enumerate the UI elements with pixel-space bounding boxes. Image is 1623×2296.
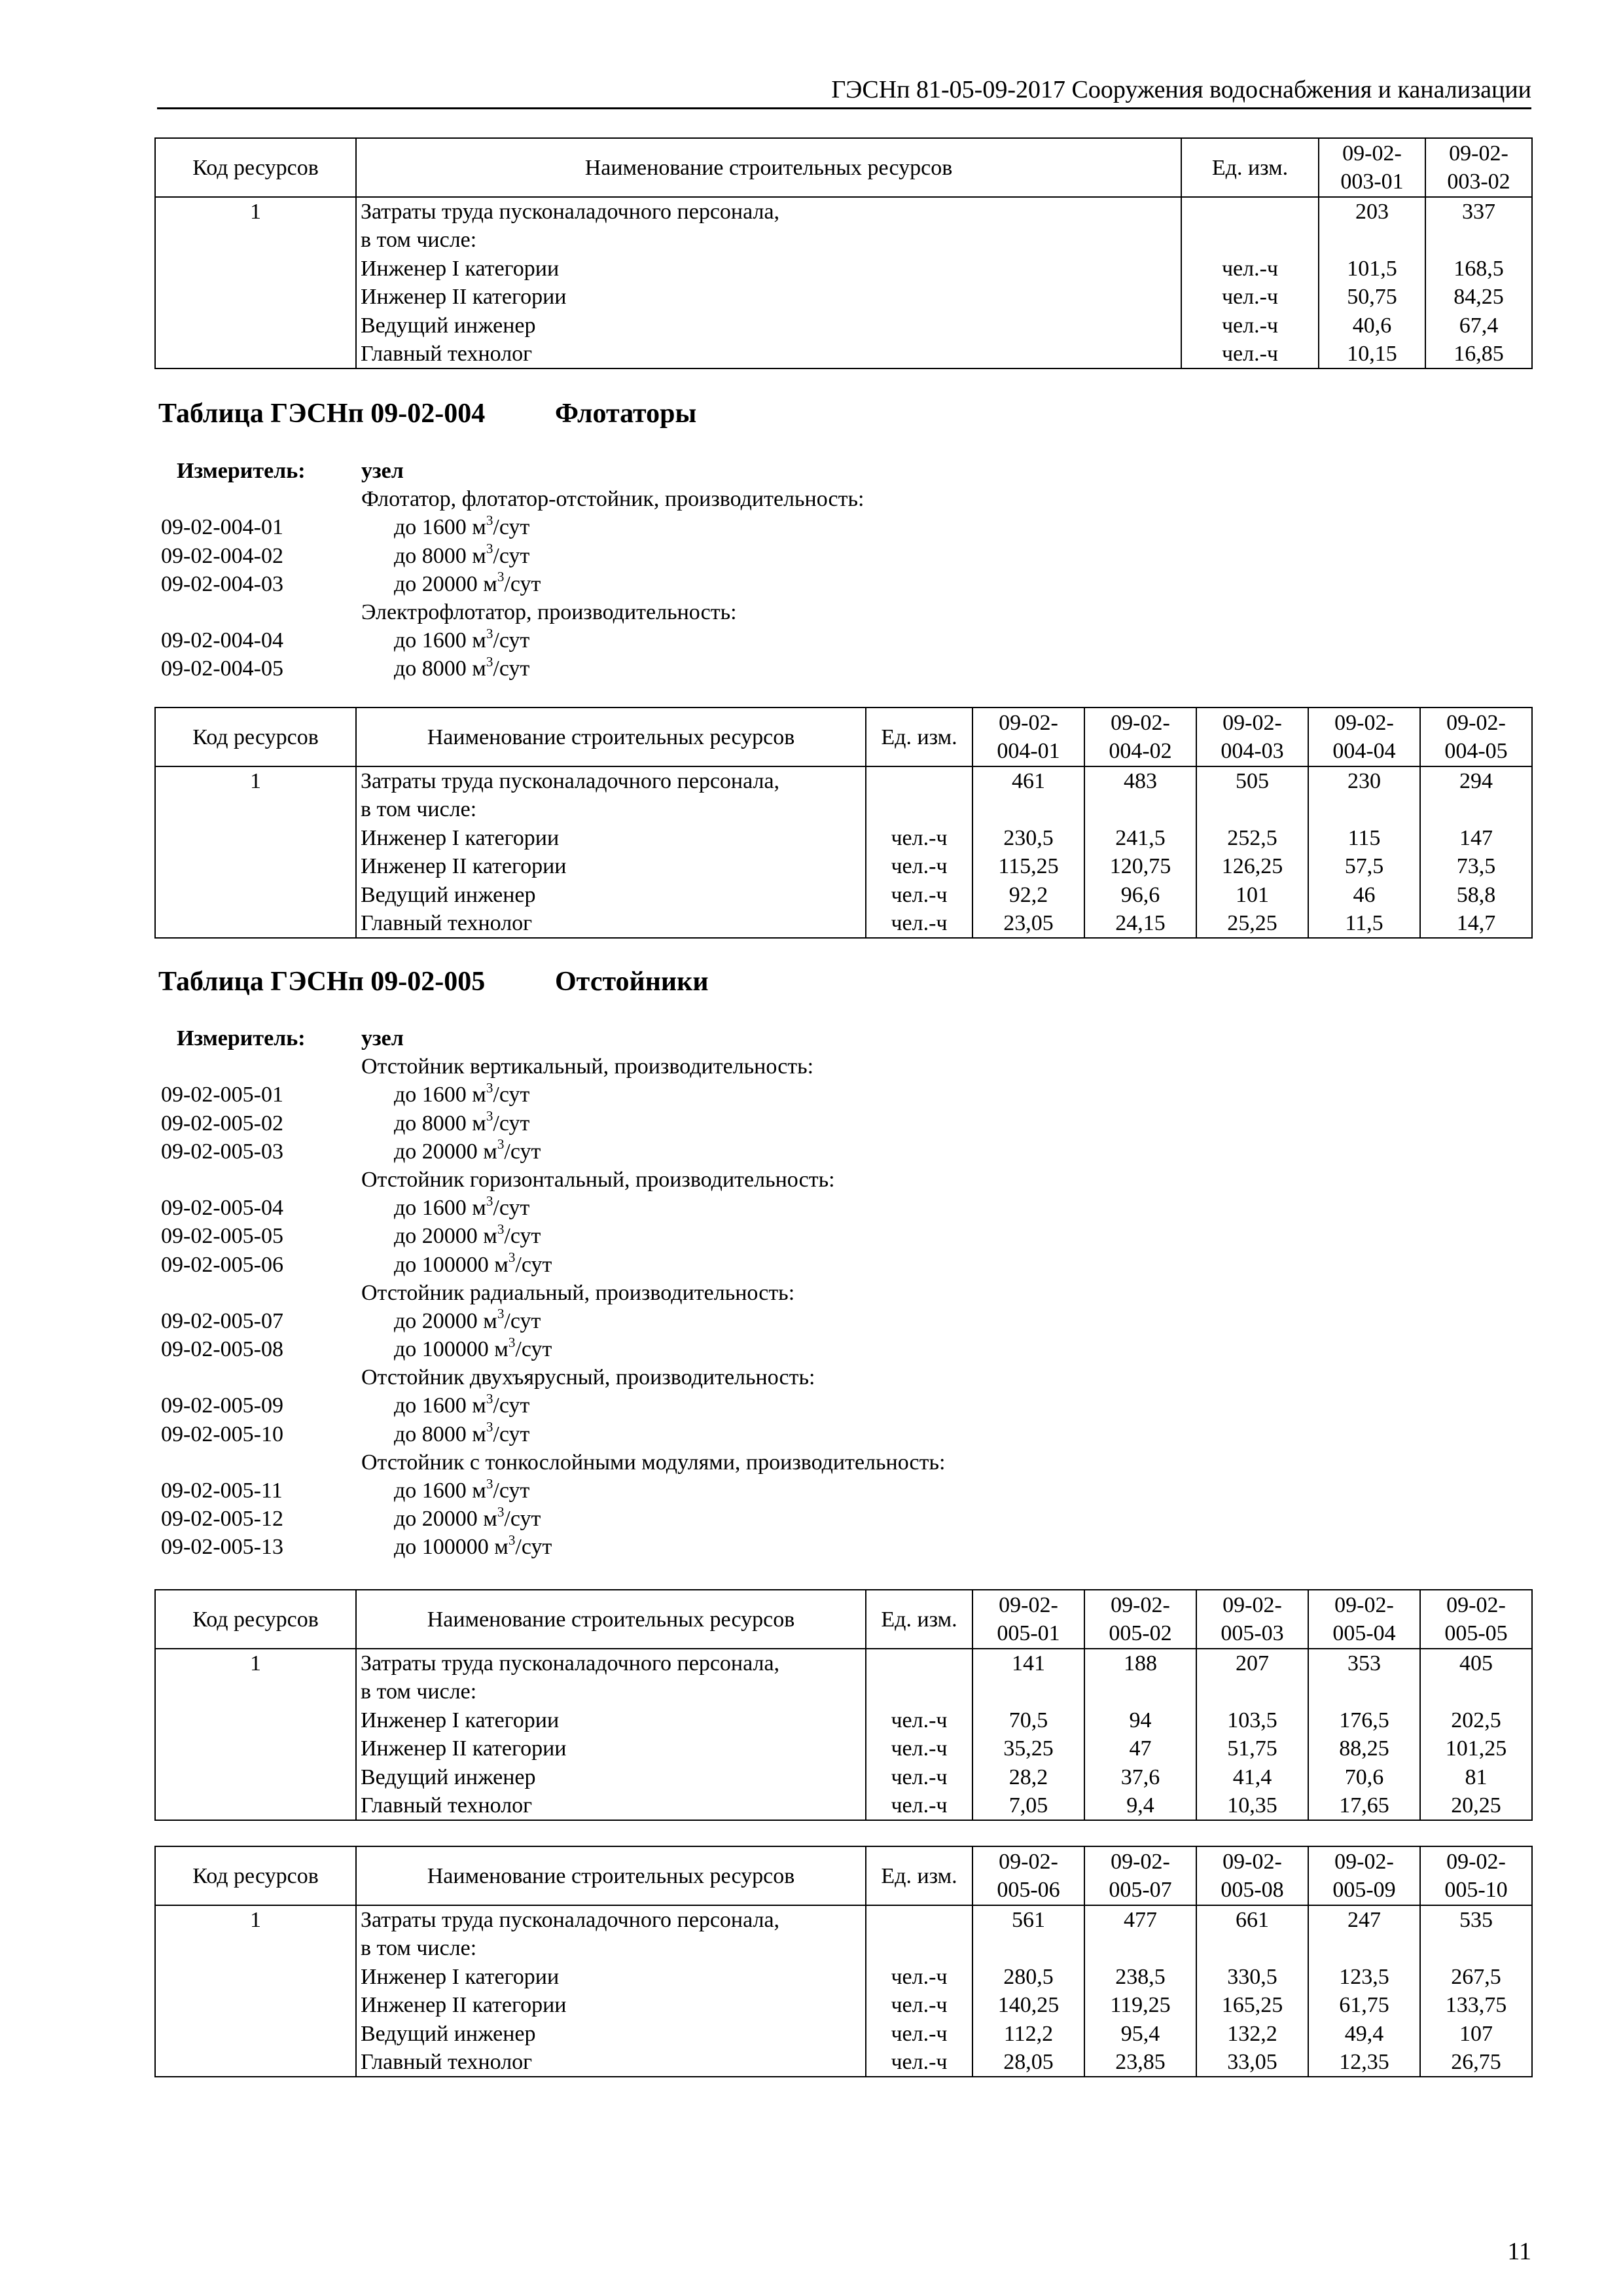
cell: 535 <box>1420 1905 1532 1934</box>
row-label-eng2: Инженер II категории <box>356 852 866 880</box>
row-label-eng1: Инженер I категории <box>356 1963 866 1991</box>
row-label-incl: в том числе: <box>356 1934 866 1962</box>
header-col-005-02: 09-02- 005-02 <box>1084 1590 1196 1649</box>
section-title-005: Таблица ГЭСНп 09-02-005 Отстойники <box>158 967 709 997</box>
cell: 477 <box>1084 1905 1196 1934</box>
header-col-005-06: 09-02- 005-06 <box>972 1846 1084 1905</box>
header-unit: Ед. изм. <box>866 1846 972 1905</box>
cell: 7,05 <box>972 1791 1084 1820</box>
cell: 126,25 <box>1196 852 1308 880</box>
cell: 238,5 <box>1084 1963 1196 1991</box>
unit-cell: чел.-ч <box>866 1991 972 2019</box>
meter-label: Измеритель: <box>177 1026 306 1050</box>
resource-table-005-a <box>154 1589 1533 1821</box>
cell: 10,15 <box>1319 340 1425 368</box>
cell: 11,5 <box>1308 909 1420 938</box>
cell: 67,4 <box>1425 312 1532 340</box>
cell: 252,5 <box>1196 824 1308 852</box>
unit-cell: чел.-ч <box>866 881 972 909</box>
cell: 28,2 <box>972 1763 1084 1791</box>
resource-code: 1 <box>155 1905 356 1934</box>
row-label-incl: в том числе: <box>356 795 866 823</box>
row-label-incl: в том числе: <box>356 226 1181 254</box>
cell: 176,5 <box>1308 1706 1420 1734</box>
cell: 241,5 <box>1084 824 1196 852</box>
cell: 96,6 <box>1084 881 1196 909</box>
row-label-total: Затраты труда пусконаладочного персонала, <box>356 1649 866 1677</box>
header-name: Наименование строительных ресурсов <box>356 1846 866 1905</box>
meter-unit: узел <box>361 459 404 483</box>
cell: 28,05 <box>972 2048 1084 2077</box>
group-header: Электрофлотатор, производительность: <box>361 600 737 624</box>
running-header: ГЭСНп 81-05-09-2017 Сооружения водоснабжения и канализации <box>157 73 1531 109</box>
cell: 58,8 <box>1420 881 1532 909</box>
meter-unit: узел <box>361 1026 404 1050</box>
row-label-lead: Ведущий инженер <box>356 1763 866 1791</box>
cell: 25,25 <box>1196 909 1308 938</box>
unit-cell: чел.-ч <box>1181 283 1319 311</box>
cell: 12,35 <box>1308 2048 1420 2077</box>
group-header: Отстойник с тонкослойными модулями, производительность: <box>361 1450 946 1475</box>
meter-label: Измеритель: <box>177 459 306 483</box>
group-header: Отстойник вертикальный, производительность: <box>361 1054 814 1079</box>
cell: 561 <box>972 1905 1084 1934</box>
cell: 46 <box>1308 881 1420 909</box>
group-header: Флотатор, флотатор-отстойник, производительность: <box>361 487 865 512</box>
cell: 112,2 <box>972 2020 1084 2048</box>
cell: 57,5 <box>1308 852 1420 880</box>
header-col-003-02: 09-02- 003-02 <box>1425 138 1532 197</box>
cell: 47 <box>1084 1734 1196 1763</box>
unit-cell: чел.-ч <box>866 1791 972 1820</box>
header-col-005-09: 09-02- 005-09 <box>1308 1846 1420 1905</box>
cell: 10,35 <box>1196 1791 1308 1820</box>
header-unit: Ед. изм. <box>866 1590 972 1649</box>
cell: 49,4 <box>1308 2020 1420 2048</box>
header-col-004-04: 09-02- 004-04 <box>1308 708 1420 766</box>
unit-cell: чел.-ч <box>866 852 972 880</box>
unit-cell: чел.-ч <box>866 824 972 852</box>
header-code: Код ресурсов <box>155 1846 356 1905</box>
row-label-chief: Главный технолог <box>356 1791 866 1820</box>
unit-cell: чел.-ч <box>866 2048 972 2077</box>
cell: 330,5 <box>1196 1963 1308 1991</box>
header-col-005-07: 09-02- 005-07 <box>1084 1846 1196 1905</box>
cell: 267,5 <box>1420 1963 1532 1991</box>
header-name: Наименование строительных ресурсов <box>356 1590 866 1649</box>
unit-cell: чел.-ч <box>866 1963 972 1991</box>
header-col-005-04: 09-02- 005-04 <box>1308 1590 1420 1649</box>
cell: 95,4 <box>1084 2020 1196 2048</box>
resource-code: 1 <box>155 766 356 795</box>
cell: 14,7 <box>1420 909 1532 938</box>
cell: 165,25 <box>1196 1991 1308 2019</box>
cell: 50,75 <box>1319 283 1425 311</box>
cell: 23,05 <box>972 909 1084 938</box>
cell: 88,25 <box>1308 1734 1420 1763</box>
unit-cell: чел.-ч <box>1181 255 1319 283</box>
cell: 483 <box>1084 766 1196 795</box>
row-label-chief: Главный технолог <box>356 340 1181 368</box>
header-code: Код ресурсов <box>155 138 356 197</box>
header-col-004-01: 09-02- 004-01 <box>972 708 1084 766</box>
cell: 41,4 <box>1196 1763 1308 1791</box>
row-label-eng2: Инженер II категории <box>356 1991 866 2019</box>
group-header: Отстойник радиальный, производительность: <box>361 1280 795 1305</box>
cell: 26,75 <box>1420 2048 1532 2077</box>
header-name: Наименование строительных ресурсов <box>356 708 866 766</box>
row-label-chief: Главный технолог <box>356 909 866 938</box>
cell: 40,6 <box>1319 312 1425 340</box>
cell: 9,4 <box>1084 1791 1196 1820</box>
cell: 247 <box>1308 1905 1420 1934</box>
resource-table-004 <box>154 707 1533 939</box>
cell: 203 <box>1319 197 1425 226</box>
row-label-incl: в том числе: <box>356 1677 866 1706</box>
cell: 202,5 <box>1420 1706 1532 1734</box>
row-label-total: Затраты труда пусконаладочного персонала, <box>356 197 1181 226</box>
cell: 35,25 <box>972 1734 1084 1763</box>
group-header: Отстойник горизонтальный, производительность: <box>361 1167 835 1192</box>
cell: 51,75 <box>1196 1734 1308 1763</box>
cell: 20,25 <box>1420 1791 1532 1820</box>
cell: 140,25 <box>972 1991 1084 2019</box>
row-label-eng1: Инженер I категории <box>356 824 866 852</box>
row-label-eng1: Инженер I категории <box>356 1706 866 1734</box>
cell: 661 <box>1196 1905 1308 1934</box>
header-col-005-05: 09-02- 005-05 <box>1420 1590 1532 1649</box>
cell: 207 <box>1196 1649 1308 1677</box>
resource-table-003 <box>154 137 1533 369</box>
cell: 230 <box>1308 766 1420 795</box>
row-label-lead: Ведущий инженер <box>356 881 866 909</box>
header-col-005-01: 09-02- 005-01 <box>972 1590 1084 1649</box>
header-col-004-02: 09-02- 004-02 <box>1084 708 1196 766</box>
cell: 505 <box>1196 766 1308 795</box>
cell: 115,25 <box>972 852 1084 880</box>
unit-cell: чел.-ч <box>866 1706 972 1734</box>
cell: 37,6 <box>1084 1763 1196 1791</box>
cell: 84,25 <box>1425 283 1532 311</box>
cell: 101,5 <box>1319 255 1425 283</box>
row-label-lead: Ведущий инженер <box>356 312 1181 340</box>
cell: 294 <box>1420 766 1532 795</box>
row-label-total: Затраты труда пусконаладочного персонала, <box>356 1905 866 1934</box>
row-label-chief: Главный технолог <box>356 2048 866 2077</box>
cell: 33,05 <box>1196 2048 1308 2077</box>
header-col-005-03: 09-02- 005-03 <box>1196 1590 1308 1649</box>
cell: 81 <box>1420 1763 1532 1791</box>
cell: 120,75 <box>1084 852 1196 880</box>
cell: 115 <box>1308 824 1420 852</box>
row-label-eng1: Инженер I категории <box>356 255 1181 283</box>
cell: 353 <box>1308 1649 1420 1677</box>
cell: 119,25 <box>1084 1991 1196 2019</box>
cell: 230,5 <box>972 824 1084 852</box>
cell: 73,5 <box>1420 852 1532 880</box>
unit-cell: чел.-ч <box>866 909 972 938</box>
cell: 123,5 <box>1308 1963 1420 1991</box>
cell: 280,5 <box>972 1963 1084 1991</box>
cell: 70,6 <box>1308 1763 1420 1791</box>
cell: 133,75 <box>1420 1991 1532 2019</box>
row-label-eng2: Инженер II категории <box>356 283 1181 311</box>
header-unit: Ед. изм. <box>1181 138 1319 197</box>
cell: 141 <box>972 1649 1084 1677</box>
cell: 16,85 <box>1425 340 1532 368</box>
cell: 188 <box>1084 1649 1196 1677</box>
document-page: ГЭСНп 81-05-09-2017 Сооружения водоснабжения и канализации Код ресурсов Наименование строительных ресурсов Ед. изм. 09-02- 003-01 09-02- 003-02 1 Затраты труда пусконаладочного персонала, 203 337 в том числе: Инженер I категории чел.-ч 101,5 168,5 Инженер II категории чел.-ч 50,75 84,25 Ведущий инженер чел.-ч 40,6 67,4 Главный технолог чел.-ч 10,15 16,85 Таблица ГЭСНп 09-02-004 Флотаторы Измеритель: узел Флотатор, флотатор-отстойник, производительность: 09-02-004-01 до 1600 $м^3$/сут 09-02-004-02 до 8000 $м^3$/сут 09-02-004-03 до 20000 $м^3$/сут Электрофлотатор, производительность: 09-02-004-04 до 1600 $м^3$/сут 09-02-004-05 до 8000 $м^3$/сут Код ресурсов Наименование строительных ресурсов Ед. изм. 09-02- 004-01 09-02- 004-02 09-02- 004-03 09-02- 004-04 09-02- 004-05 1 Затраты труда пусконаладочного персонала, 461 483 505 230 294 в том числе: Инженер I категории чел.-ч 230,5 241,5 252,5 115 147 Инженер II категории чел.-ч 115,25 120,75 126,25 57,5 73,5 Ведущий инженер чел.-ч 92,2 96,6 101 46 58,8 Главный технолог чел.-ч 23,05 24,15 25,25 11,5 14,7 Таблица ГЭСНп 09-02-005 Отстойники Измеритель: узел Отстойник вертикальный, производительность: 09-02-005-01 до 1600 $м^3$/сут 09-02-005-02 до 8000 $м^3$/сут 09-02-005-03 до 20000 $м^3$/сут Отстойник горизонтальный, производительность: 09-02-005-04 до 1600 $м^3$/сут 09-02-005-05 до 20000 $м^3$/сут 09-02-005-06 до 100000 $м^3$/сут Отстойник радиальный, производительность: 09-02-005-07 до 20000 $м^3$/сут 09-02-005-08 до 100000 $м^3$/сут Отстойник двухъярусный, производительность: 09-02-005-09 до 1600 $м^3$/сут 09-02-005-10 до 8000 $м^3$/сут Отстойник с тонкослойными модулями, производительность: 09-02-005-11 до 1600 $м^3$/сут 09-02-005-12 до 20000 $м^3$/сут 09-02-005-13 до 100000 $м^3$/сут Код ресурсов Наименование строительных ресурсов Ед. изм. 09-02- 005-01 09-02- 005-02 09-02- 005-03 09-02- 005-04 09-02- 005-05 1 Затраты труда пусконаладочного персонала, 141 188 207 353 405 в том числе: Инженер I категории чел.-ч 70,5 94 103,5 176,5 202,5 Инженер II категории чел.-ч 35,25 47 51,75 88,25 101,25 Ведущий инженер чел.-ч 28,2 37,6 41,4 70,6 81 Главный технолог чел.-ч 7,05 9,4 10,35 17,65 20,25 Код ресурсов Наименование строительных ресурсов Ед. изм. 09-02- 005-06 09-02- 005-07 09-02- 005-08 09-02- 005-09 09-02- 005-10 1 Затраты труда пусконаладочного персонала, 561 477 661 247 535 в том числе: Инженер I категории чел.-ч 280,5 238,5 330,5 123,5 267,5 Инженер II категории чел.-ч 140,25 119,25 165,25 61,75 133,75 Ведущий инженер чел.-ч 112,2 95,4 132,2 49,4 107 Главный технолог чел.-ч 28,05 23,85 33,05 12,35 26,75 11 <box>0 0 1623 2296</box>
cell: 94 <box>1084 1706 1196 1734</box>
resource-code: 1 <box>155 197 356 226</box>
unit-cell: чел.-ч <box>866 2020 972 2048</box>
row-label-total: Затраты труда пусконаладочного персонала, <box>356 766 866 795</box>
cell: 337 <box>1425 197 1532 226</box>
unit-cell: чел.-ч <box>866 1734 972 1763</box>
section-title-004: Таблица ГЭСНп 09-02-004 Флотаторы <box>158 399 697 429</box>
header-name: Наименование строительных ресурсов <box>356 138 1181 197</box>
row-label-lead: Ведущий инженер <box>356 2020 866 2048</box>
row-label-eng2: Инженер II категории <box>356 1734 866 1763</box>
cell: 107 <box>1420 2020 1532 2048</box>
cell: 101,25 <box>1420 1734 1532 1763</box>
cell: 405 <box>1420 1649 1532 1677</box>
cell: 103,5 <box>1196 1706 1308 1734</box>
page-number: 11 <box>1507 2238 1531 2265</box>
unit-cell: чел.-ч <box>1181 312 1319 340</box>
cell: 70,5 <box>972 1706 1084 1734</box>
group-header: Отстойник двухъярусный, производительность: <box>361 1365 815 1390</box>
cell: 92,2 <box>972 881 1084 909</box>
cell: 132,2 <box>1196 2020 1308 2048</box>
header-col-003-01: 09-02- 003-01 <box>1319 138 1425 197</box>
cell: 101 <box>1196 881 1308 909</box>
header-code: Код ресурсов <box>155 708 356 766</box>
header-col-005-08: 09-02- 005-08 <box>1196 1846 1308 1905</box>
header-code: Код ресурсов <box>155 1590 356 1649</box>
resource-table-005-b <box>154 1846 1533 2077</box>
cell: 147 <box>1420 824 1532 852</box>
cell: 61,75 <box>1308 1991 1420 2019</box>
unit-cell: чел.-ч <box>866 1763 972 1791</box>
cell: 461 <box>972 766 1084 795</box>
header-col-004-03: 09-02- 004-03 <box>1196 708 1308 766</box>
cell: 17,65 <box>1308 1791 1420 1820</box>
header-unit: Ед. изм. <box>866 708 972 766</box>
header-col-005-10: 09-02- 005-10 <box>1420 1846 1532 1905</box>
cell: 24,15 <box>1084 909 1196 938</box>
cell: 23,85 <box>1084 2048 1196 2077</box>
unit-cell: чел.-ч <box>1181 340 1319 368</box>
resource-code: 1 <box>155 1649 356 1677</box>
cell: 168,5 <box>1425 255 1532 283</box>
header-col-004-05: 09-02- 004-05 <box>1420 708 1532 766</box>
